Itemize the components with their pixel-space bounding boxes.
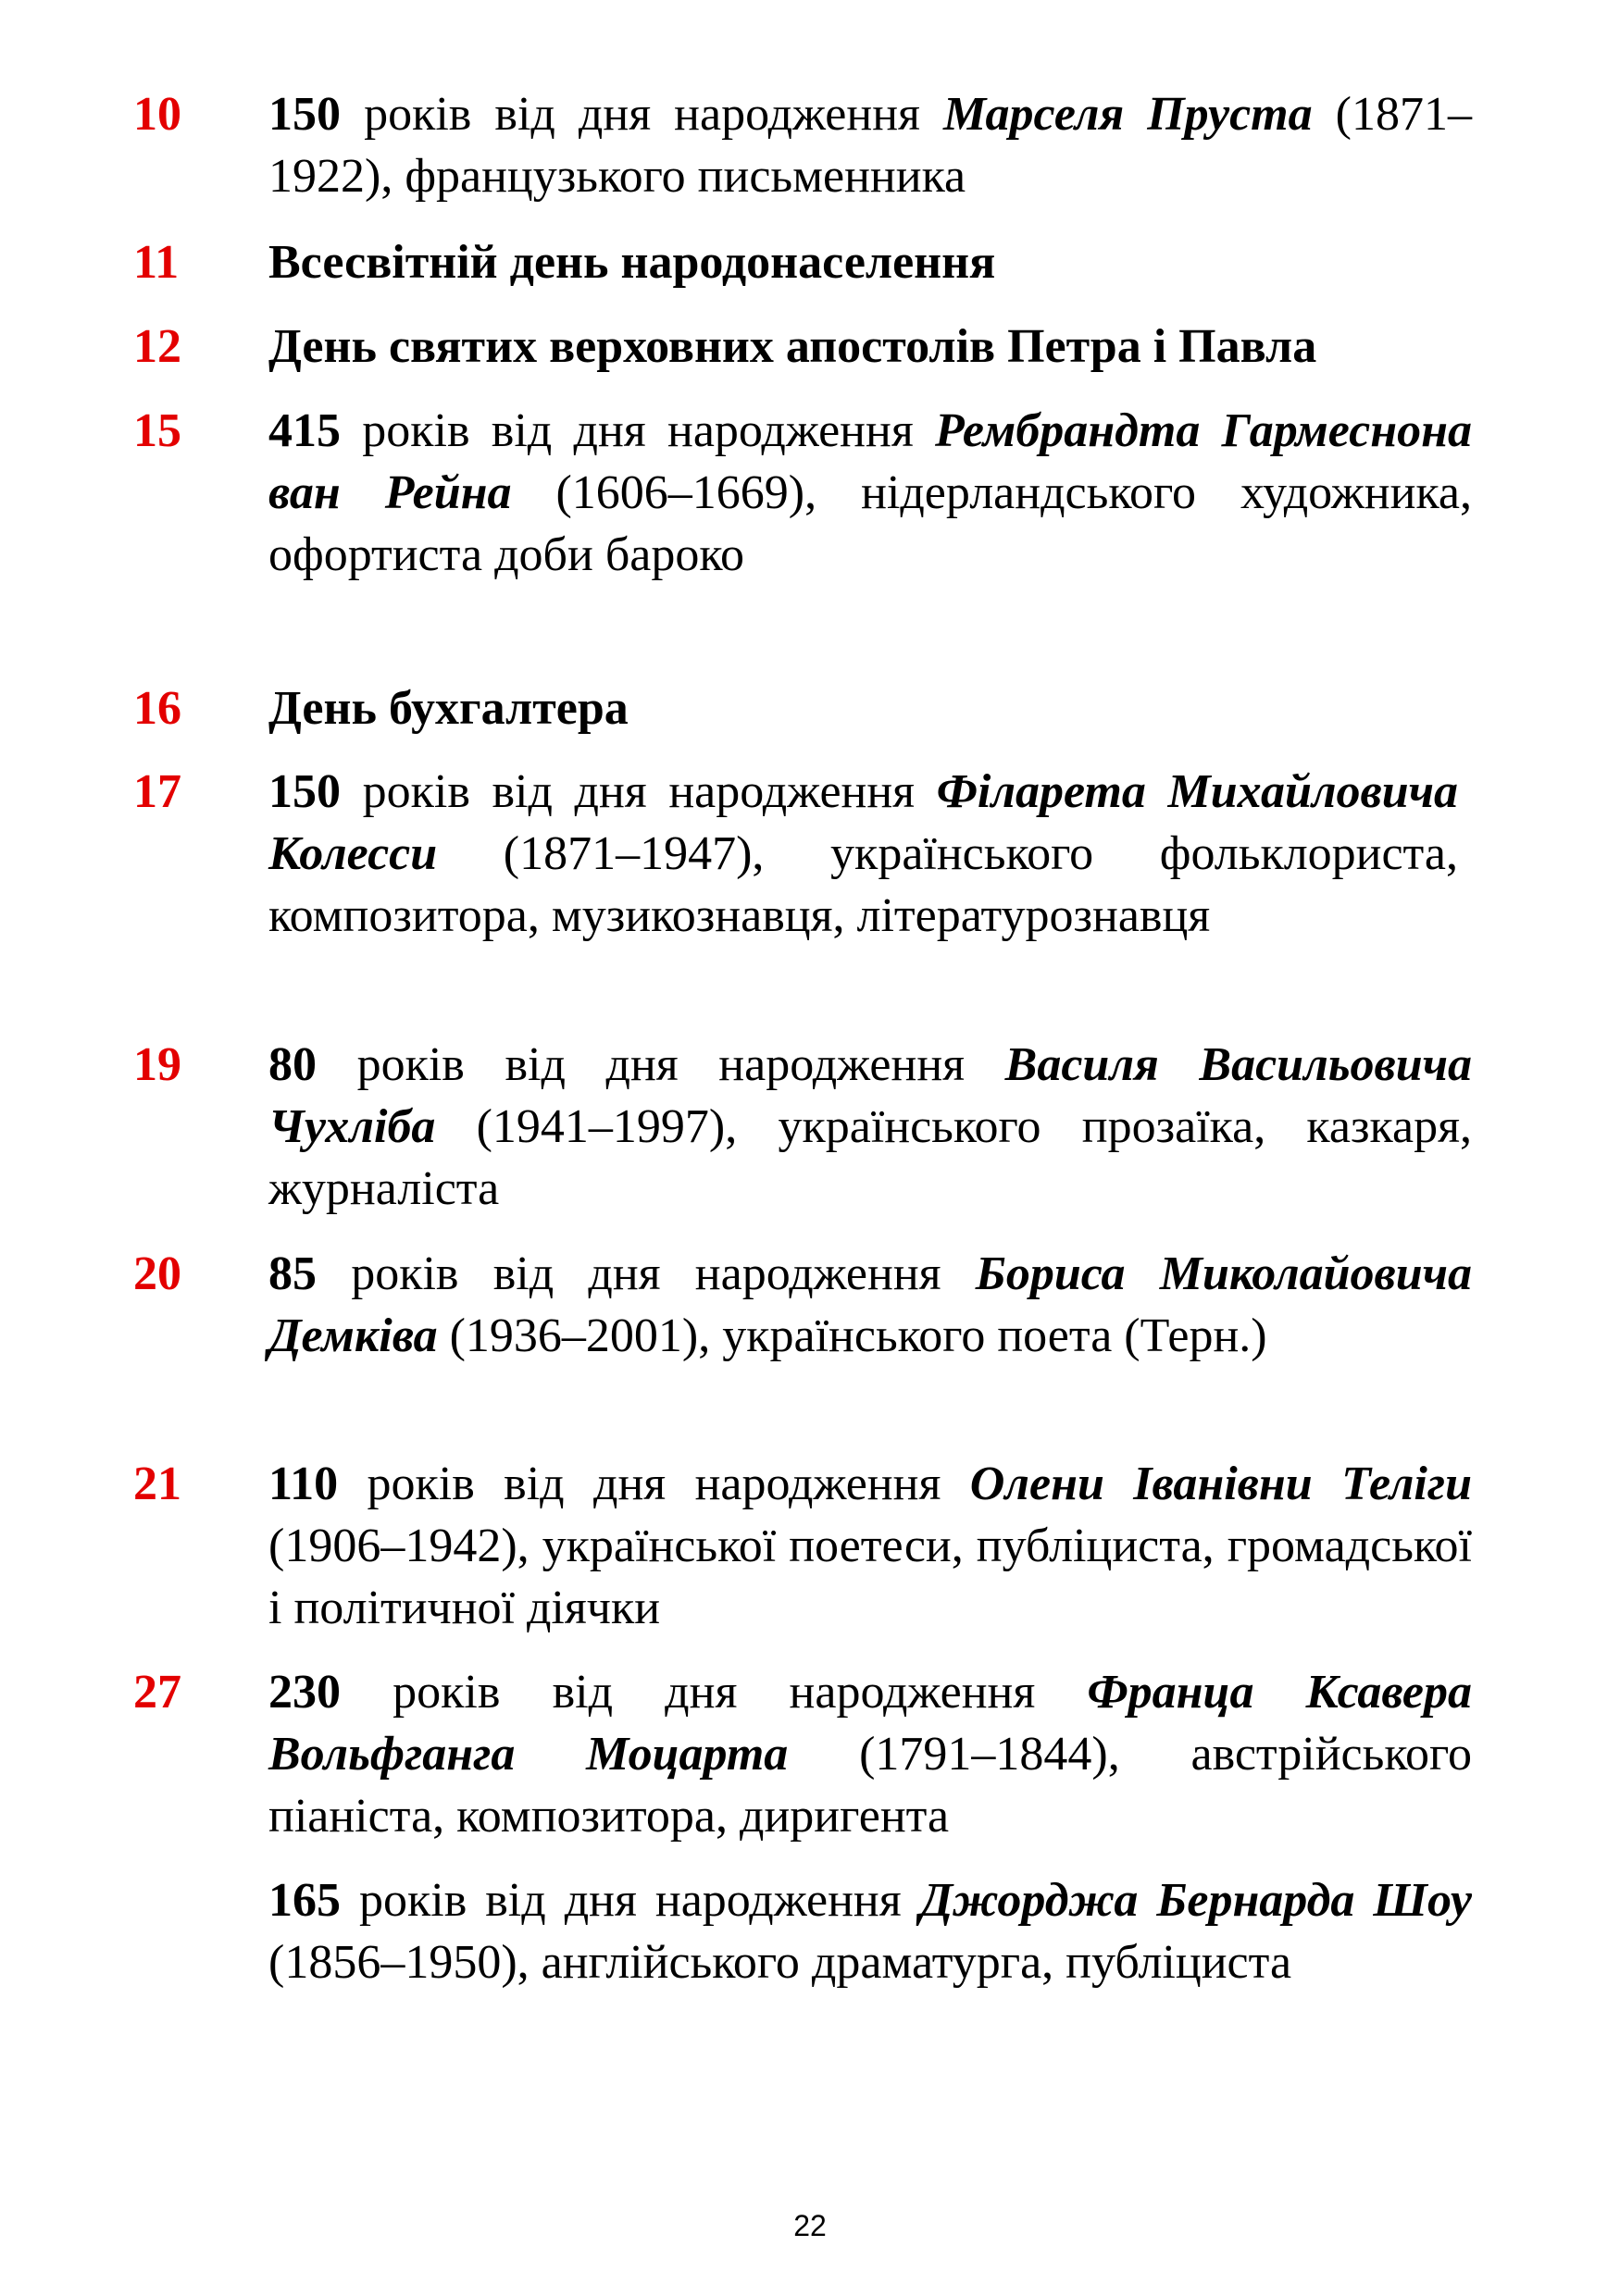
entry-phrase: років від дня народження: [317, 1247, 976, 1300]
entry-person-name: Василя Васильовича Чухліба: [268, 1038, 1472, 1153]
entry-day: 21: [133, 1458, 181, 1510]
entry-day: 27: [133, 1666, 181, 1719]
entry-day: 20: [133, 1247, 181, 1300]
entry-text: [268, 1243, 1472, 1367]
entry-text: [268, 1661, 1472, 1847]
entry-years: 165: [268, 1874, 341, 1927]
entry-day: 15: [133, 404, 181, 457]
entry-text: [268, 400, 1472, 586]
entry-phrase: років від дня народження: [341, 88, 944, 141]
entry-phrase: років від дня народження: [341, 1874, 920, 1927]
entry-years: 80: [268, 1038, 317, 1091]
entry-years: 110: [268, 1458, 339, 1510]
entry-text: [268, 1453, 1472, 1639]
entry-description: (1871–1947), українського фольклориста, композитора, музикознавця, літературознавця: [268, 827, 1458, 942]
entry-person-name: Джорджа Бернарда Шоу: [919, 1874, 1473, 1927]
entry-description: (1856–1950), англійського драматурга, публіциста: [268, 1936, 1292, 1989]
entry-title: День святих верховних апостолів Петра і Павла: [268, 320, 1317, 373]
entry-day: 12: [133, 320, 181, 373]
entry-day: 19: [133, 1038, 181, 1091]
entry-day: 11: [133, 236, 180, 289]
entry-day: 16: [133, 682, 181, 735]
page-number: 22: [793, 2209, 827, 2242]
entry-text: [268, 761, 1458, 947]
entry-day: 10: [133, 88, 181, 141]
entry-description: (1941–1997), українського прозаїка, казкаря, журналіста: [268, 1100, 1472, 1215]
entry-title: День бухгалтера: [268, 682, 629, 735]
entry-years: 150: [268, 765, 341, 818]
entry-phrase: років від дня народження: [317, 1038, 1005, 1091]
entry-title: Всесвітній день народонаселення: [268, 236, 996, 289]
entry-person-name: Бориса Миколайовича Демківа: [268, 1247, 1472, 1362]
entry-phrase: років від дня народження: [341, 765, 937, 818]
entry-years: 150: [268, 88, 341, 141]
entry-phrase: років від дня народження: [341, 404, 936, 457]
entry-person-name: Філарета Михайловича Колесси: [268, 765, 1459, 880]
entry-person-name: Рембрандта Гармеснона ван Рейна: [268, 404, 1472, 519]
entry-description: (1606–1669), нідерландського художника, офортиста доби бароко: [268, 466, 1472, 581]
entry-person-name: Франца Ксавера Вольфганга Моцарта: [268, 1666, 1473, 1781]
entry-text: [268, 83, 1472, 207]
entry-years: 415: [268, 404, 341, 457]
entry-description: (1871–1922), французького письменника: [268, 88, 1472, 203]
entry-phrase: років від дня народження: [338, 1458, 970, 1510]
entry-text: [268, 1869, 1472, 1993]
entry-description: (1936–2001), українського поета (Терн.): [437, 1309, 1267, 1362]
entry-person-name: Марселя Пруста: [943, 88, 1313, 141]
entry-years: 85: [268, 1247, 317, 1300]
entry-text: [268, 1034, 1472, 1220]
entry-person-name: Олени Іванівни Теліги: [969, 1458, 1472, 1510]
entry-phrase: років від дня народження: [341, 1666, 1088, 1719]
entry-description: (1791–1844), австрійського піаніста, композитора, диригента: [268, 1728, 1472, 1843]
entry-years: 230: [268, 1666, 341, 1719]
entry-description: (1906–1942), української поетеси, публіциста, громадської і політичної діячки: [268, 1520, 1472, 1634]
entry-day: 17: [133, 765, 181, 818]
